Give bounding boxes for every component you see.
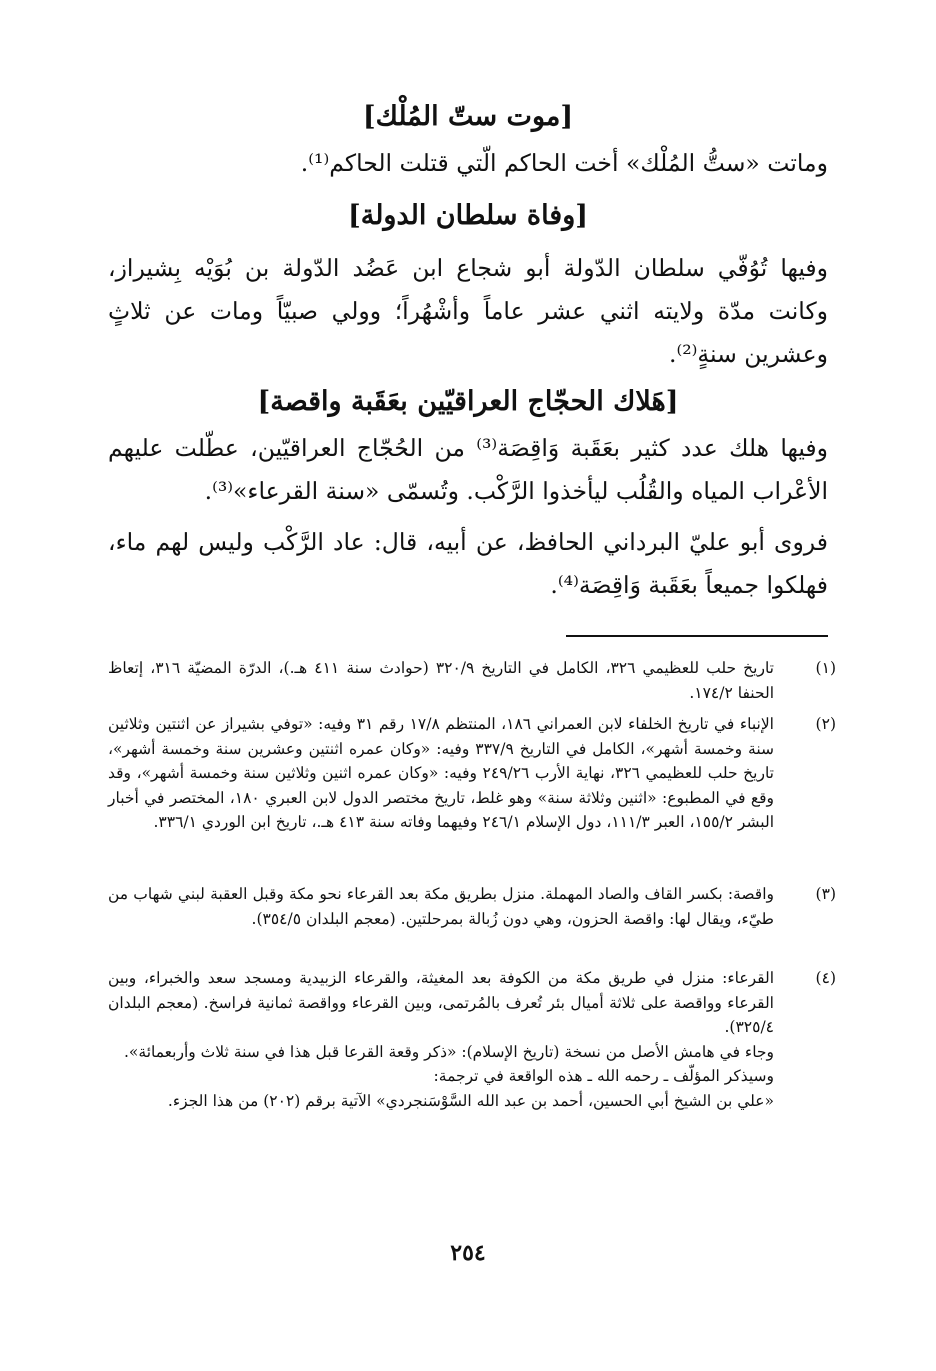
footnote-3 xyxy=(108,882,836,931)
paragraph-sultan-al-dawla: وفيها تُوُفّي سلطان الدّولة أبو شجاع ابن عَضُد الدّولة بن بُوَيْه بِشيراز، وكانت مدّة ولايته اثني عشر عاماً وأشْهُراً؛ وولي صبيّاً ومات عن ثلاثٍ وعشرين سنةٍ⁽²⁾. xyxy=(108,254,828,368)
footnote-number: (٢) xyxy=(815,715,836,733)
footnote-text: وجاء في هامش الأصل من نسخة (تاريخ الإسلام): «ذكر وقعة القرعا قبل هذا في سنة ثلاث وأربعمائة». xyxy=(123,1042,774,1061)
footnote-text: واقصة: بكسر القاف والصاد المهملة. منزل بطريق مكة بعد القرعاء نحو مكة وقبل العقبة لبني شهاب من طيّء، ويقال لها: واقصة الحزون، وهي دون زُبالة بمرحلتين. (معجم البلدان ٣٥٤/٥). xyxy=(108,885,774,928)
footnote-text: وسيذكر المؤلّف ـ رحمه الله ـ هذه الواقعة في ترجمة: xyxy=(433,1067,774,1085)
section-heading-sultan-al-dawla: [وفاة سلطان الدولة] xyxy=(347,200,589,231)
section-heading-pilgrims-perished: [هَلاك الحجّاج العراقيّين بعَقَبة واقصة] xyxy=(257,386,679,417)
footnote-text: «علي بن الشيخ أبي الحسين، أحمد بن عبد الله السَّوْسَنجردي» الآتية برقم (٢٠٢) من هذا الجزء. xyxy=(167,1091,774,1110)
footnote-divider xyxy=(566,635,828,637)
footnote-number: (٣) xyxy=(815,885,836,903)
section-heading-death-sitt-al-mulk: [موت ستّ المُلْك] xyxy=(362,101,574,132)
footnote-text: تاريخ حلب للعظيمي ٣٢٦، الكامل في التاريخ ٣٢٠/٩ (حوادث سنة ٤١١ هـ.)، الدرّة المضيّة ٣١٦، إتعاظ الحنفا ١٧٤/٢. xyxy=(108,659,774,702)
footnote-4 xyxy=(108,966,836,1113)
paragraph-pilgrims-perished: وفيها هلك عدد كثير بعَقَبة وَاقِصَة⁽³⁾ من الحُجّاج العراقيّين، عطّلت عليهم الأعْراب المياه والقُلُب ليأخذوا الرَّكْب. وتُسمّى «سنة القرعاء»⁽³⁾. xyxy=(108,434,828,505)
paragraph-bardani-report: فروى أبو عليّ البرداني الحافظ، عن أبيه، قال: عاد الرَّكْب وليس لهم ماء، فهلكوا جميعاً بعَقَبة وَاقِصَة⁽⁴⁾. xyxy=(108,528,828,599)
footnote-number: (٤) xyxy=(815,969,836,987)
footnote-number: (١) xyxy=(815,659,836,677)
footnote-text: القرعاء: منزل في طريق مكة من الكوفة بعد المغيثة، والقرعاء الزبيدية ومسجد سعد والخبراء، وبين القرعاء وواقصة على ثلاثة أميال بئر تُعرف بالمُرتمى، وبين القرعاء وواقصة ثمانية فراسخ. (معجم البلدان ٣٢٥/٤). xyxy=(108,969,774,1036)
footnote-1 xyxy=(108,656,836,705)
paragraph-death-sitt-al-mulk: وماتت «ستُّ المُلْك» أخت الحاكم الّتي قتلت الحاكم⁽¹⁾. xyxy=(300,149,828,177)
footnote-2 xyxy=(108,712,836,835)
footnote-text: الإنباء في تاريخ الخلفاء لابن العمراني ١٨٦، المنتظم ١٧/٨ رقم ٣١ وفيه: «توفي بشيراز عن اثنتين وثلاثين سنة وخمسة أشهر»، الكامل في التاريخ ٣٣٧/٩ وفيه: «وكان عمره اثنتين وعشرين سنة وخمسة أشهر»، تاريخ حلب للعظيمي ٣٢٦، نهاية الأرب ٢٤٩/٢٦ وفيه: «وكان عمره اثنين وثلاثين سنة وخمسة أشهر»، وقد وقع في المطبوع: «اثنين وثلاثة سنة» وهو غلط، تاريخ مختصر الدول لابن العبري ١٨٠، المختصر في أخبار البشر ١٥٥/٢، العبر ١١١/٣، دول الإسلام ٢٤٦/١ وفيهما وفاته سنة ٤١٣ هـ.، تاريخ ابن الوردي ٣٣٦/١. xyxy=(108,715,774,831)
page-number: ٢٥٤ xyxy=(450,1240,486,1266)
